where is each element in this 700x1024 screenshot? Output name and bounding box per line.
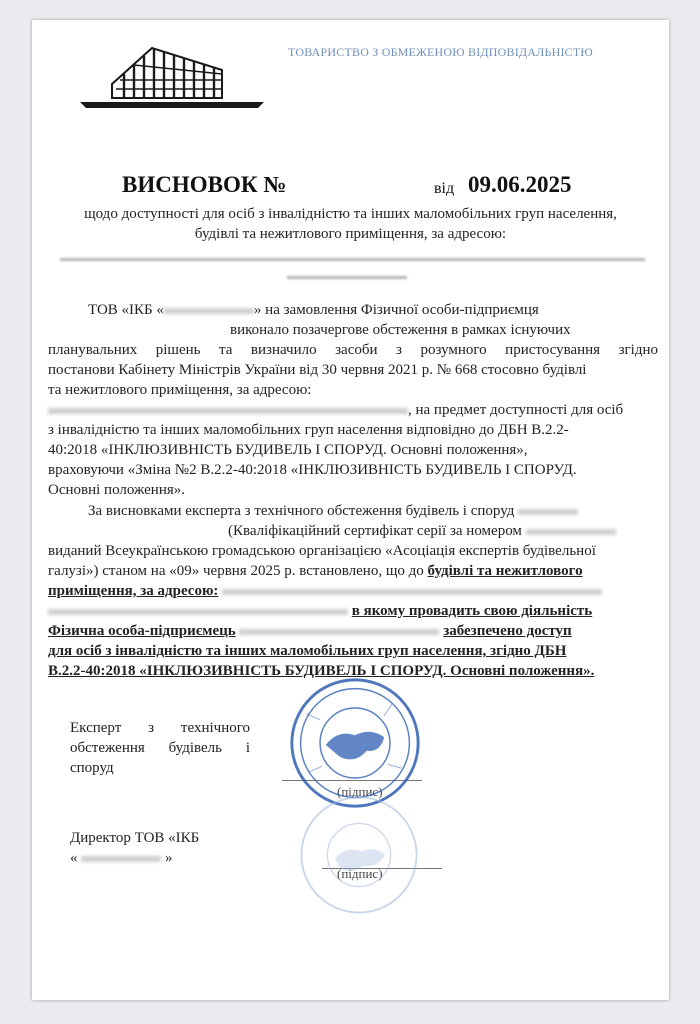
p1-line1-a: ТОВ «ІКБ « <box>88 302 164 318</box>
subtitle-line-2: будівлі та нежитлового приміщення, за адресою: <box>194 226 507 242</box>
p2-line4-bold: будівлі та нежитлового <box>427 563 583 579</box>
p2-line7-a: Фізична особа-підприємець <box>48 623 236 639</box>
title-date: 09.06.2025 <box>468 172 572 197</box>
title-vid: від <box>434 180 455 197</box>
p2-line7-b: забезпечено доступ <box>443 623 572 639</box>
redacted-address-3 <box>48 408 408 414</box>
title-main: ВИСНОВОК № <box>122 172 287 197</box>
director-line-1: Директор ТОВ «ІКБ <box>70 830 200 846</box>
redacted-certificate <box>526 529 616 535</box>
p1-line8: 40:2018 «ІНКЛЮЗИВНІСТЬ БУДИВЕЛЬ І СПОРУД. Основні положення», <box>48 442 528 458</box>
p2-line4: галузі») станом на «09» червня 2025 р. встановлено, що до <box>48 563 424 579</box>
p1-line10: Основні положення». <box>48 482 186 498</box>
organization-name: ТОВАРИСТВО З ОБМЕЖЕНОЮ ВІДПОВІДАЛЬНІСТЮ <box>288 45 593 59</box>
p1-line1-b: » на замовлення Фізичної особи-підприємця <box>253 302 539 318</box>
expert-line-1: Експерт з технічного <box>70 720 250 736</box>
p2-line5: приміщення, за адресою: <box>48 583 219 599</box>
director-signature-caption: (підпис) <box>337 866 383 881</box>
p1-line3: планувальних рішень та визначило засоби з розумного пристосування згідно <box>48 342 658 358</box>
expert-title <box>70 718 250 778</box>
director-line-2-end: » <box>165 850 173 866</box>
redacted-director-company <box>81 856 161 862</box>
faded-stamp <box>294 790 424 920</box>
director-title <box>70 828 270 868</box>
p2-line1: За висновками експерта з технічного обстеження будівель і споруд <box>88 503 515 519</box>
p1-line9: враховуючи «Зміна №2 В.2.2-40:2018 «ІНКЛЮЗИВНІСТЬ БУДИВЕЛЬ І СПОРУД. <box>48 462 577 478</box>
redacted-address-2 <box>287 276 407 279</box>
p1-line6: , на предмет доступності для осіб <box>408 402 624 418</box>
redacted-expert <box>518 509 578 515</box>
document-title <box>122 172 602 208</box>
p2-line9: В.2.2-40:2018 «ІНКЛЮЗИВНІСТЬ БУДИВЕЛЬ І СПОРУД. Основні положення». <box>48 663 595 679</box>
subtitle-line-1: щодо доступності для осіб з інвалідністю та інших маломобільних груп населення, <box>84 206 617 222</box>
redacted-address-4 <box>222 589 602 595</box>
p1-line2: виконало позачергове обстеження в рамках існуючих <box>230 322 571 338</box>
expert-line-3: споруд <box>70 760 114 776</box>
p1-line4: постанови Кабінету Міністрів України від 30 червня 2021 р. № 668 стосовно будівлі <box>48 362 587 378</box>
expert-line-2: обстеження будівель і <box>70 740 250 756</box>
company-logo <box>72 40 272 112</box>
expert-signature-caption: (підпис) <box>337 784 383 799</box>
p2-line3: виданий Всеукраїнською громадською організацією «Асоціація експертів будівельної <box>48 543 596 559</box>
paragraph-2 <box>48 501 658 681</box>
paragraph-1 <box>48 300 658 500</box>
director-line-2: « <box>70 850 78 866</box>
p1-line5: та нежитлового приміщення, за адресою: <box>48 382 312 398</box>
document-page <box>32 20 669 1000</box>
p2-line2: (Кваліфікаційний сертифікат серії за номером <box>228 523 522 539</box>
p2-line8: для осіб з інвалідністю та інших маломобільних груп населення, згідно ДБН <box>48 643 567 659</box>
redacted-entrepreneur <box>239 629 439 635</box>
p1-line7: з інвалідністю та інших маломобільних груп населення відповідно до ДБН В.2.2- <box>48 422 569 438</box>
p2-line6: в якому провадить свою діяльність <box>351 603 593 619</box>
redacted-address-1 <box>60 258 645 261</box>
redacted-company <box>164 308 254 314</box>
redacted-address-5 <box>48 609 348 615</box>
